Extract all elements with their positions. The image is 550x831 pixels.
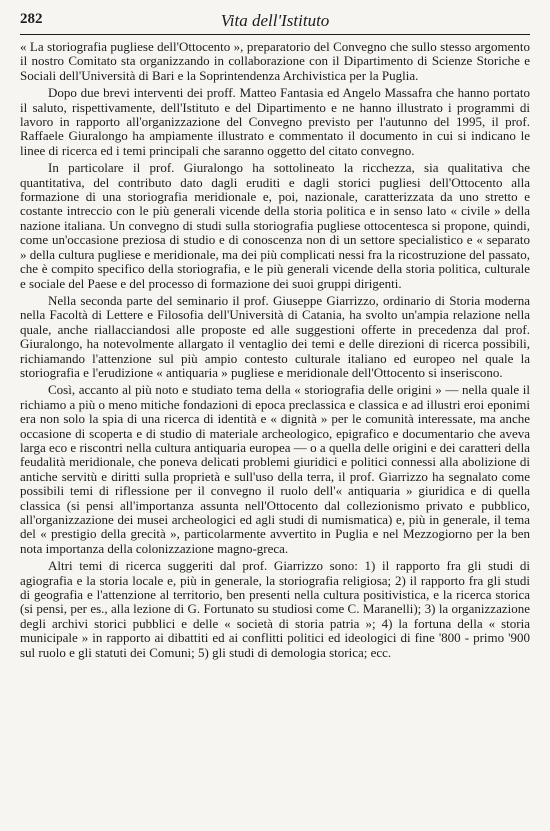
paragraph: « La storiografia pugliese dell'Ottocento », preparatorio del Convegno che sullo stesso argomento il nostro Comitato sta organizzando in collaborazione con il Dipartimento di Scienze Storiche e Sociali dell'Università di Bari e la Soprintendenza Archivistica per la Puglia. <box>20 39 530 83</box>
paragraph: Altri temi di ricerca suggeriti dal prof. Giarrizzo sono: 1) il rapporto fra gli studi di agiografia e la storia locale e, più in generale, la storiografia religiosa; 2) il rapporto fra gli studi di geografia e l'attenzione al territorio, ben presenti nella cultura positivistica, e la ricerca storica (si pensi, per es., alla lezione di G. Fortunato su studiosi come C. Maranelli); 3) la organizzazione degli archivi storici pubblici e delle « società di storia patria »; 4) la fortuna della « storia municipale » in rapporto ai dibattiti ed ai conflitti politici ed ideologici di fine '800 - primo '900 sul ruolo e gli statuti dei Comuni; 5) gli studi di demologia storica; ecc. <box>20 558 530 660</box>
body-text <box>20 40 530 663</box>
paragraph: In particolare il prof. Giuralongo ha sottolineato la ricchezza, sia qualitativa che quantitativa, del contributo dato dagli eruditi e dagli storici pugliesi dell'Ottocento alla formazione di una storiografia meridionale e, poi, nazionale, caratterizzata da uno stretto e costante intreccio con le più generali vicende della storia politica e in senso lato « civile » della nazione italiana. Un convegno di studi sulla storiografia pugliese ottocentesca si propone, quindi, come un'occasione preziosa di studio e di conoscenza non di un settore specialistico e « separato » della cultura pugliese e meridionale, ma dei più complicati nessi fra la ricostruzione del passato, che è compito specifico della storiografia, e le più generali vicende della storia politica, culturale e sociale del Paese e del processo di formazione dei suoi gruppi dirigenti. <box>20 160 530 291</box>
paragraph: Così, accanto al più noto e studiato tema della « storiografia delle origini » — nella quale il richiamo a più o meno mitiche fondazioni di epoca preclassica e classica e ad illustri eroi eponimi era non solo la spia di una ricerca di identità e « dignità » per le comunità interessate, ma anche occasione di scoperta e di studio di materiale archeologico, epigrafico e documentario che aveva larga eco e riscontri nella cultura antiquaria europea — o a quella delle origini e dei caratteri della feudalità meridionale, che poneva delicati problemi giuridici e politici connessi alla abolizione di antiche servitù e diritti sulla proprietà e sull'uso della terra, il prof. Giarrizzo ha segnalato come possibili temi di riflessione per il convegno il ruolo dell'« antiquaria » giuridica e di quella classica (si pensi all'importanza assunta nell'Ottocento dal collezionismo privato e pubblico, all'organizzazione dei musei archeologici ed agli studi di numismatica) e, più in generale, il tema del « prestigio della grecità », particolarmente avvertito in Puglia e nel Mezzogiorno per la ben nota importanza della colonizzazione magno-greca. <box>20 382 530 556</box>
running-header <box>20 10 530 35</box>
paragraph: Nella seconda parte del seminario il prof. Giuseppe Giarrizzo, ordinario di Storia moderna nella Facoltà di Lettere e Filosofia dell'Università di Catania, ha svolto un'ampia relazione nella quale, anche riallacciandosi alle proposte ed alle suggestioni offerte in precedenza dal prof. Giuralongo, ha notevolmente allargato il ventaglio dei temi e delle direzioni di ricerca possibili, richiamando l'attenzione sul più ampio contesto culturale italiano ed europeo nel quale la storiografia e l'erudizione « antiquaria » pugliese e meridionale dell'Ottocento si inseriscono. <box>20 292 530 380</box>
running-title: Vita dell'Istituto <box>220 11 330 30</box>
page-number: 282 <box>20 11 43 27</box>
paragraph: Dopo due brevi interventi dei proff. Matteo Fantasia ed Angelo Massafra che hanno portato il saluto, rispettivamente, dell'Istituto e del Dipartimento e ne hanno illustrato i programmi di lavoro in rapporto all'organizzazione del Convegno previsto per l'autunno del 1995, il prof. Raffaele Giuralongo ha ampiamente illustrato e commentato il documento in cui si indicano le linee di ricerca ed i temi principali che saranno oggetto del citato convegno. <box>20 85 530 158</box>
